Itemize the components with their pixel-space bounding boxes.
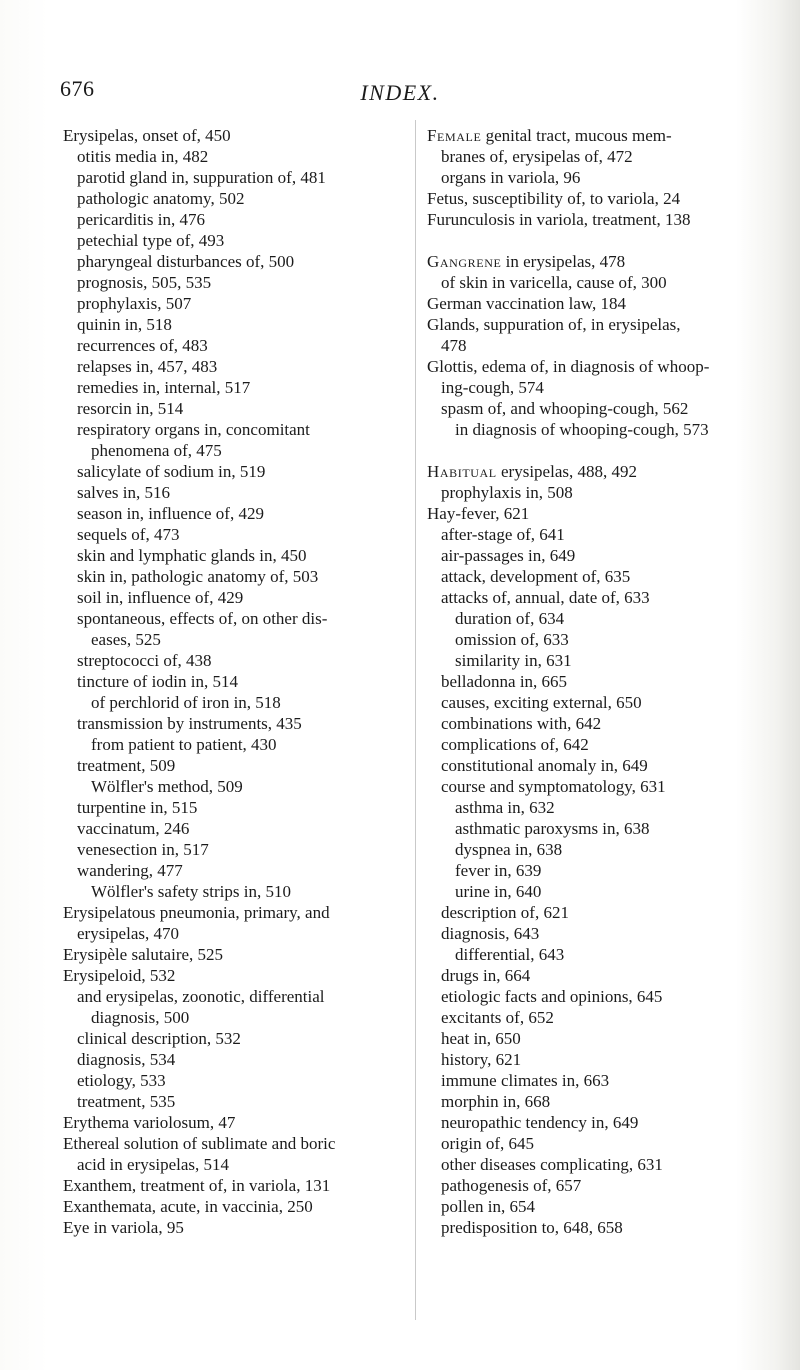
- index-entry: [427, 1133, 777, 1154]
- index-entry: [427, 650, 777, 671]
- index-entry-text: Wölfler's safety strips in, 510: [91, 882, 291, 901]
- index-entry: [427, 818, 777, 839]
- index-entry: [427, 503, 777, 524]
- index-entry: [427, 1154, 777, 1175]
- index-entry-text: respiratory organs in, concomitant: [77, 420, 310, 439]
- index-entry-text: Hay-fever, 621: [427, 504, 530, 523]
- index-entry-text: tincture of iodin in, 514: [77, 672, 239, 691]
- index-entry-text: diagnosis, 534: [77, 1050, 176, 1069]
- index-entry: [427, 125, 777, 146]
- index-entry: [427, 923, 777, 944]
- index-entry-text: prognosis, 505, 535: [77, 273, 212, 292]
- index-entry-text: duration of, 634: [455, 609, 565, 628]
- index-entry-text: salicylate of sodium in, 519: [77, 462, 266, 481]
- index-entry: [427, 944, 777, 965]
- index-entry: [427, 209, 777, 230]
- index-entry-text: 478: [441, 336, 467, 355]
- index-entry-text: resorcin in, 514: [77, 399, 184, 418]
- index-entry-text: asthma in, 632: [455, 798, 555, 817]
- index-entry-text: phenomena of, 475: [91, 441, 222, 460]
- index-entry: [63, 398, 408, 419]
- index-entry-text: turpentine in, 515: [77, 798, 198, 817]
- index-entry: [427, 734, 777, 755]
- index-entry: [427, 671, 777, 692]
- index-entry: [63, 755, 408, 776]
- running-head: INDEX.: [360, 80, 440, 105]
- index-entry: [427, 272, 777, 293]
- index-entry: [427, 314, 777, 335]
- index-entry-text: attacks of, annual, date of, 633: [441, 588, 650, 607]
- index-entry: [63, 167, 408, 188]
- index-entry: [427, 1007, 777, 1028]
- index-entry-text: asthmatic paroxysms in, 638: [455, 819, 650, 838]
- index-entry: [63, 923, 408, 944]
- index-entry-text: combinations with, 642: [441, 714, 602, 733]
- index-entry-text: parotid gland in, suppuration of, 481: [77, 168, 326, 187]
- index-entry-text: urine in, 640: [455, 882, 542, 901]
- index-entry: [427, 902, 777, 923]
- index-entry: [427, 713, 777, 734]
- index-entry-text: morphin in, 668: [441, 1092, 551, 1111]
- index-entry: [427, 524, 777, 545]
- index-column-left: [63, 125, 408, 1238]
- index-entry: [63, 1196, 408, 1217]
- index-entry-text: salves in, 516: [77, 483, 171, 502]
- index-entry-text: erysipelas, 488, 492: [496, 462, 637, 481]
- index-entry-text: diagnosis, 500: [91, 1008, 190, 1027]
- index-entry-text: pathogenesis of, 657: [441, 1176, 582, 1195]
- index-entry-text: complications of, 642: [441, 735, 589, 754]
- index-entry: [427, 1217, 777, 1238]
- index-entry-text: otitis media in, 482: [77, 147, 209, 166]
- index-entry: [63, 251, 408, 272]
- index-entry-text: excitants of, 652: [441, 1008, 554, 1027]
- letter-section-gap: [427, 230, 777, 251]
- index-entry: [427, 776, 777, 797]
- index-entry-text: acid in erysipelas, 514: [77, 1155, 230, 1174]
- index-entry: [63, 986, 408, 1007]
- index-entry-text: relapses in, 457, 483: [77, 357, 218, 376]
- index-entry-text: Fetus, susceptibility of, to variola, 24: [427, 189, 681, 208]
- index-entry-text: omission of, 633: [455, 630, 569, 649]
- index-entry: [427, 608, 777, 629]
- index-entry-text: in erysipelas, 478: [501, 252, 626, 271]
- index-entry: [63, 797, 408, 818]
- index-entry: [63, 566, 408, 587]
- index-entry: [427, 839, 777, 860]
- index-entry: [427, 860, 777, 881]
- index-entry: [427, 1112, 777, 1133]
- index-entry: [427, 398, 777, 419]
- letter-section-gap: [427, 440, 777, 461]
- index-entry-text: recurrences of, 483: [77, 336, 208, 355]
- index-entry: [63, 461, 408, 482]
- index-entry: [63, 356, 408, 377]
- index-entry-text: petechial type of, 493: [77, 231, 225, 250]
- index-entry: [63, 587, 408, 608]
- index-entry-text: Erysipelas, onset of, 450: [63, 126, 231, 145]
- index-entry: [427, 986, 777, 1007]
- index-entry: [63, 335, 408, 356]
- index-entry: [427, 629, 777, 650]
- index-entry-text: fever in, 639: [455, 861, 542, 880]
- index-entry: [63, 146, 408, 167]
- index-entry-text: belladonna in, 665: [441, 672, 568, 691]
- index-entry: [63, 734, 408, 755]
- index-entry-text: history, 621: [441, 1050, 522, 1069]
- index-entry-text: and erysipelas, zoonotic, differential: [77, 987, 325, 1006]
- index-entry: [427, 482, 777, 503]
- index-entry-text: of perchlorid of iron in, 518: [91, 693, 281, 712]
- index-entry-text: Erysipeloid, 532: [63, 966, 176, 985]
- index-entry: [427, 1049, 777, 1070]
- index-entry: [63, 1112, 408, 1133]
- index-entry: [427, 356, 777, 377]
- index-entry-text: drugs in, 664: [441, 966, 531, 985]
- index-entry: [63, 125, 408, 146]
- index-entry: [63, 671, 408, 692]
- index-entry: [63, 1091, 408, 1112]
- index-entry: [63, 881, 408, 902]
- index-entry-text: sequels of, 473: [77, 525, 180, 544]
- index-entry: [63, 1028, 408, 1049]
- index-entry: [63, 902, 408, 923]
- index-entry: [427, 1070, 777, 1091]
- index-entry: [427, 146, 777, 167]
- index-entry-text: etiologic facts and opinions, 645: [441, 987, 663, 1006]
- index-entry-text: pharyngeal disturbances of, 500: [77, 252, 295, 271]
- index-entry: [63, 1070, 408, 1091]
- index-entry-text: Erythema variolosum, 47: [63, 1113, 236, 1132]
- index-entry: [427, 461, 777, 482]
- page-number: 676: [60, 76, 95, 101]
- index-entry: [63, 230, 408, 251]
- index-entry-text: pollen in, 654: [441, 1197, 535, 1216]
- index-entry: [63, 188, 408, 209]
- index-entry-text: branes of, erysipelas of, 472: [441, 147, 633, 166]
- index-entry: [63, 419, 408, 440]
- index-entry: [63, 1007, 408, 1028]
- index-entry-text: Erysipelatous pneumonia, primary, and: [63, 903, 330, 922]
- index-entry-text: clinical description, 532: [77, 1029, 241, 1048]
- index-entry: [63, 1175, 408, 1196]
- index-entry: [63, 818, 408, 839]
- index-entry-text: venesection in, 517: [77, 840, 209, 859]
- index-entry: [63, 293, 408, 314]
- index-entry-text: German vaccination law, 184: [427, 294, 627, 313]
- index-entry: [63, 629, 408, 650]
- index-entry-text: treatment, 535: [77, 1092, 176, 1111]
- section-head-word: Female: [427, 126, 482, 145]
- index-entry-text: from patient to patient, 430: [91, 735, 277, 754]
- index-entry-text: dyspnea in, 638: [455, 840, 563, 859]
- index-entry-text: origin of, 645: [441, 1134, 535, 1153]
- index-entry-text: causes, exciting external, 650: [441, 693, 642, 712]
- index-entry: [427, 251, 777, 272]
- index-entry: [427, 692, 777, 713]
- index-entry: [63, 965, 408, 986]
- index-entry: [63, 545, 408, 566]
- index-entry-text: Furunculosis in variola, treatment, 138: [427, 210, 691, 229]
- index-entry-text: skin in, pathologic anatomy of, 503: [77, 567, 319, 586]
- index-entry-text: transmission by instruments, 435: [77, 714, 302, 733]
- index-entry-text: spasm of, and whooping-cough, 562: [441, 399, 689, 418]
- index-entry-text: in diagnosis of whooping-cough, 573: [455, 420, 709, 439]
- index-entry-text: organs in variola, 96: [441, 168, 581, 187]
- section-head-word: Habitual: [427, 462, 497, 481]
- index-entry-text: prophylaxis in, 508: [441, 483, 573, 502]
- index-entry-text: air-passages in, 649: [441, 546, 576, 565]
- index-entry: [427, 377, 777, 398]
- index-entry-text: vaccinatum, 246: [77, 819, 190, 838]
- index-entry: [63, 650, 408, 671]
- index-entry: [427, 1196, 777, 1217]
- index-entry-text: prophylaxis, 507: [77, 294, 192, 313]
- index-entry: [427, 965, 777, 986]
- index-entry: [63, 524, 408, 545]
- index-entry: [63, 608, 408, 629]
- index-entry-text: course and symptomatology, 631: [441, 777, 666, 796]
- index-entry-text: wandering, 477: [77, 861, 183, 880]
- index-entry-text: ing-cough, 574: [441, 378, 544, 397]
- index-entry: [427, 797, 777, 818]
- index-entry-text: Wölfler's method, 509: [91, 777, 243, 796]
- index-entry: [63, 503, 408, 524]
- index-entry: [427, 335, 777, 356]
- index-entry: [63, 1217, 408, 1238]
- index-entry-text: Eye in variola, 95: [63, 1218, 184, 1237]
- index-entry-text: Exanthem, treatment of, in variola, 131: [63, 1176, 331, 1195]
- index-entry: [63, 482, 408, 503]
- index-entry: [63, 944, 408, 965]
- index-entry: [63, 440, 408, 461]
- index-entry: [427, 566, 777, 587]
- index-entry-text: eases, 525: [91, 630, 161, 649]
- index-entry-text: remedies in, internal, 517: [77, 378, 251, 397]
- index-entry-text: genital tract, mucous mem-: [481, 126, 672, 145]
- index-entry-text: Erysipèle salutaire, 525: [63, 945, 224, 964]
- index-entry-text: description of, 621: [441, 903, 569, 922]
- index-entry-text: streptococci of, 438: [77, 651, 212, 670]
- index-entry-text: other diseases complicating, 631: [441, 1155, 663, 1174]
- index-entry: [63, 860, 408, 881]
- index-entry: [63, 209, 408, 230]
- index-entry: [63, 713, 408, 734]
- index-entry-text: quinin in, 518: [77, 315, 172, 334]
- index-entry-text: after-stage of, 641: [441, 525, 565, 544]
- index-entry-text: of skin in varicella, cause of, 300: [441, 273, 667, 292]
- index-entry: [427, 587, 777, 608]
- index-entry: [427, 1175, 777, 1196]
- index-entry: [427, 188, 777, 209]
- index-entry: [427, 293, 777, 314]
- index-entry: [63, 692, 408, 713]
- index-entry: [63, 272, 408, 293]
- index-entry: [427, 167, 777, 188]
- index-entry: [63, 314, 408, 335]
- index-entry-text: similarity in, 631: [455, 651, 572, 670]
- index-entry-text: predisposition to, 648, 658: [441, 1218, 623, 1237]
- index-entry-text: attack, development of, 635: [441, 567, 631, 586]
- index-entry: [427, 881, 777, 902]
- index-entry: [63, 1133, 408, 1154]
- index-entry: [63, 1154, 408, 1175]
- index-entry: [63, 776, 408, 797]
- index-entry-text: spontaneous, effects of, on other dis-: [77, 609, 328, 628]
- index-entry-text: heat in, 650: [441, 1029, 521, 1048]
- index-entry-text: treatment, 509: [77, 756, 176, 775]
- index-entry: [427, 1028, 777, 1049]
- index-entry-text: constitutional anomaly in, 649: [441, 756, 648, 775]
- index-column-right: [427, 125, 777, 1238]
- index-entry-text: differential, 643: [455, 945, 565, 964]
- index-entry-text: Ethereal solution of sublimate and boric: [63, 1134, 336, 1153]
- index-entry-text: Glottis, edema of, in diagnosis of whoop-: [427, 357, 710, 376]
- index-entry: [427, 419, 777, 440]
- index-entry-text: soil in, influence of, 429: [77, 588, 244, 607]
- index-entry-text: erysipelas, 470: [77, 924, 179, 943]
- index-entry-text: etiology, 533: [77, 1071, 166, 1090]
- index-entry-text: pericarditis in, 476: [77, 210, 205, 229]
- index-entry: [63, 1049, 408, 1070]
- index-entry-text: skin and lymphatic glands in, 450: [77, 546, 307, 565]
- index-entry-text: season in, influence of, 429: [77, 504, 264, 523]
- index-entry: [427, 545, 777, 566]
- index-entry: [427, 755, 777, 776]
- index-entry-text: immune climates in, 663: [441, 1071, 610, 1090]
- index-entry: [63, 839, 408, 860]
- index-entry-text: pathologic anatomy, 502: [77, 189, 245, 208]
- index-entry: [63, 377, 408, 398]
- index-entry-text: diagnosis, 643: [441, 924, 540, 943]
- section-head-word: Gangrene: [427, 252, 502, 271]
- column-divider: [415, 120, 416, 1320]
- index-entry-text: Exanthemata, acute, in vaccinia, 250: [63, 1197, 313, 1216]
- index-entry-text: neuropathic tendency in, 649: [441, 1113, 639, 1132]
- index-entry-text: Glands, suppuration of, in erysipelas,: [427, 315, 681, 334]
- index-entry: [427, 1091, 777, 1112]
